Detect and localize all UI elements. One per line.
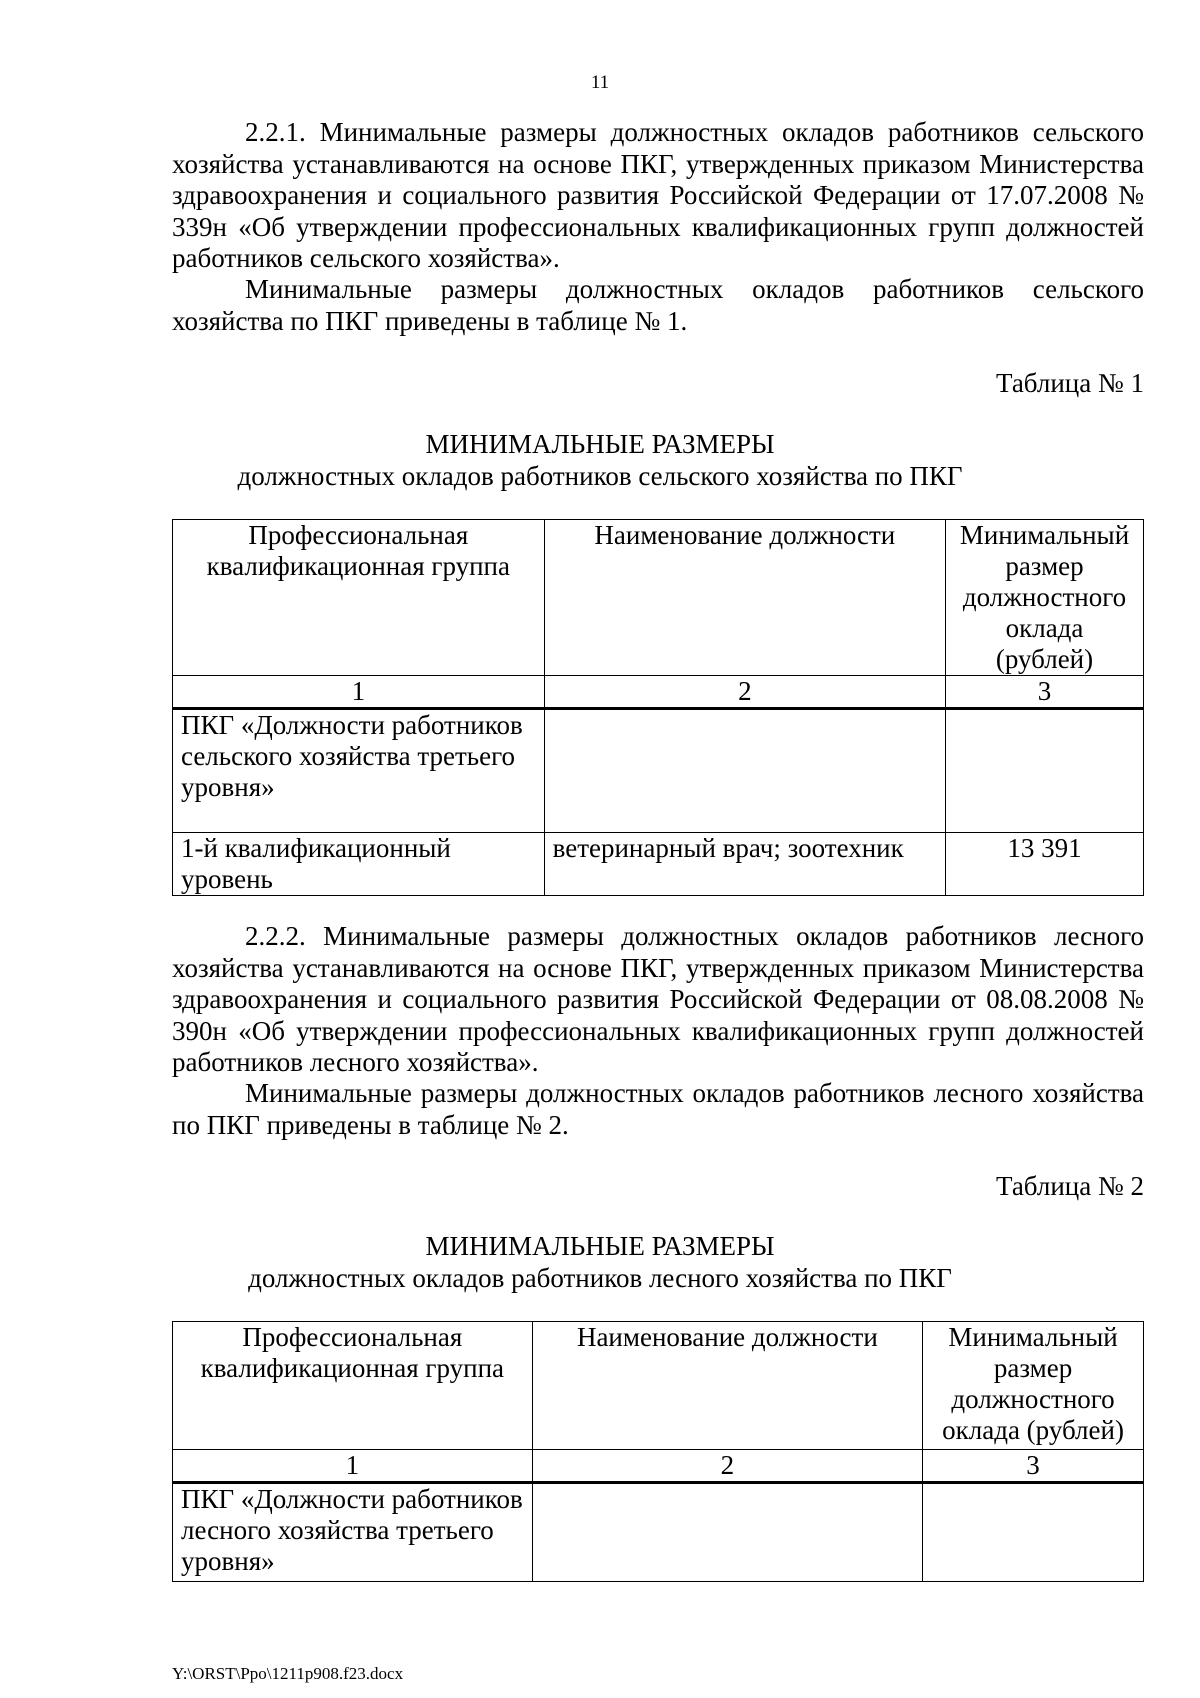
table1-title: МИНИМАЛЬНЫЕ РАЗМЕРЫ xyxy=(425,429,775,459)
header-group: Профессиональная квалификационная группа xyxy=(173,1322,533,1450)
cell-salary xyxy=(923,1483,1144,1582)
table-header-row xyxy=(173,520,1144,676)
col-number: 3 xyxy=(923,1450,1144,1483)
cell-position xyxy=(544,709,945,833)
cell-salary xyxy=(946,709,1144,833)
table-row xyxy=(173,709,1144,833)
table1-label: Таблица № 1 xyxy=(996,368,1144,398)
table-header-row xyxy=(173,1322,1144,1450)
table2-label: Таблица № 2 xyxy=(996,1171,1144,1201)
paragraph-table1-intro: Минимальные размеры должностных окладов работников сельского хозяйства по ПКГ приведены в таблице № 1. xyxy=(172,274,1144,336)
page-number: 11 xyxy=(590,72,610,93)
paragraph-2-2-1: 2.2.1. Минимальные размеры должностных окладов работников сельского хозяйства устанавливаются на основе ПКГ, утвержденных приказом Министерства здравоохранения и социального развития Российской Федерации от 17.07.2008 № 339н «Об утверждении профессиональных квалификационных групп должностей работников сельского хозяйства». xyxy=(172,117,1144,273)
cell-group: ПКГ «Должности работников сельского хозяйства третьего уровня» xyxy=(173,709,545,833)
col-number: 1 xyxy=(173,676,545,709)
cell-position xyxy=(532,1483,922,1582)
table2 xyxy=(172,1321,1144,1582)
col-number: 2 xyxy=(532,1450,922,1483)
col-number: 1 xyxy=(173,1450,533,1483)
col-number: 3 xyxy=(946,676,1144,709)
paragraph-2-2-2: 2.2.2. Минимальные размеры должностных окладов работников лесного хозяйства устанавливаются на основе ПКГ, утвержденных приказом Министерства здравоохранения и социального развития Российской Федерации от 08.08.2008 № 390н «Об утверждении профессиональных квалификационных групп должностей работников лесного хозяйства». xyxy=(172,921,1144,1077)
table1 xyxy=(172,519,1144,896)
header-group: Профессиональная квалификационная группа xyxy=(173,520,545,676)
header-position: Наименование должности xyxy=(532,1322,922,1450)
table-row xyxy=(173,833,1144,896)
header-position: Наименование должности xyxy=(544,520,945,676)
header-salary: Минимальный размер должностного оклада (рублей) xyxy=(946,520,1144,676)
cell-salary: 13 391 xyxy=(946,833,1144,896)
cell-position: ветеринарный врач; зоотехник xyxy=(544,833,945,896)
table-column-numbers xyxy=(173,1450,1144,1483)
table-column-numbers xyxy=(173,676,1144,709)
footer-file-path: Y:\ORST\Ppo\1211p908.f23.docx xyxy=(172,1664,404,1683)
cell-group: ПКГ «Должности работников лесного хозяйства третьего уровня» xyxy=(173,1483,533,1582)
col-number: 2 xyxy=(544,676,945,709)
cell-group: 1-й квалификационный уровень xyxy=(173,833,545,896)
paragraph-table2-intro: Минимальные размеры должностных окладов работников лесного хозяйства по ПКГ приведены в таблице № 2. xyxy=(172,1078,1144,1140)
table2-subtitle: должностных окладов работников лесного хозяйства по ПКГ xyxy=(248,1263,952,1293)
header-salary: Минимальный размер должностного оклада (рублей) xyxy=(923,1322,1144,1450)
table1-subtitle: должностных окладов работников сельского хозяйства по ПКГ xyxy=(237,461,963,491)
table-row xyxy=(173,1483,1144,1582)
table2-title: МИНИМАЛЬНЫЕ РАЗМЕРЫ xyxy=(425,1231,775,1261)
